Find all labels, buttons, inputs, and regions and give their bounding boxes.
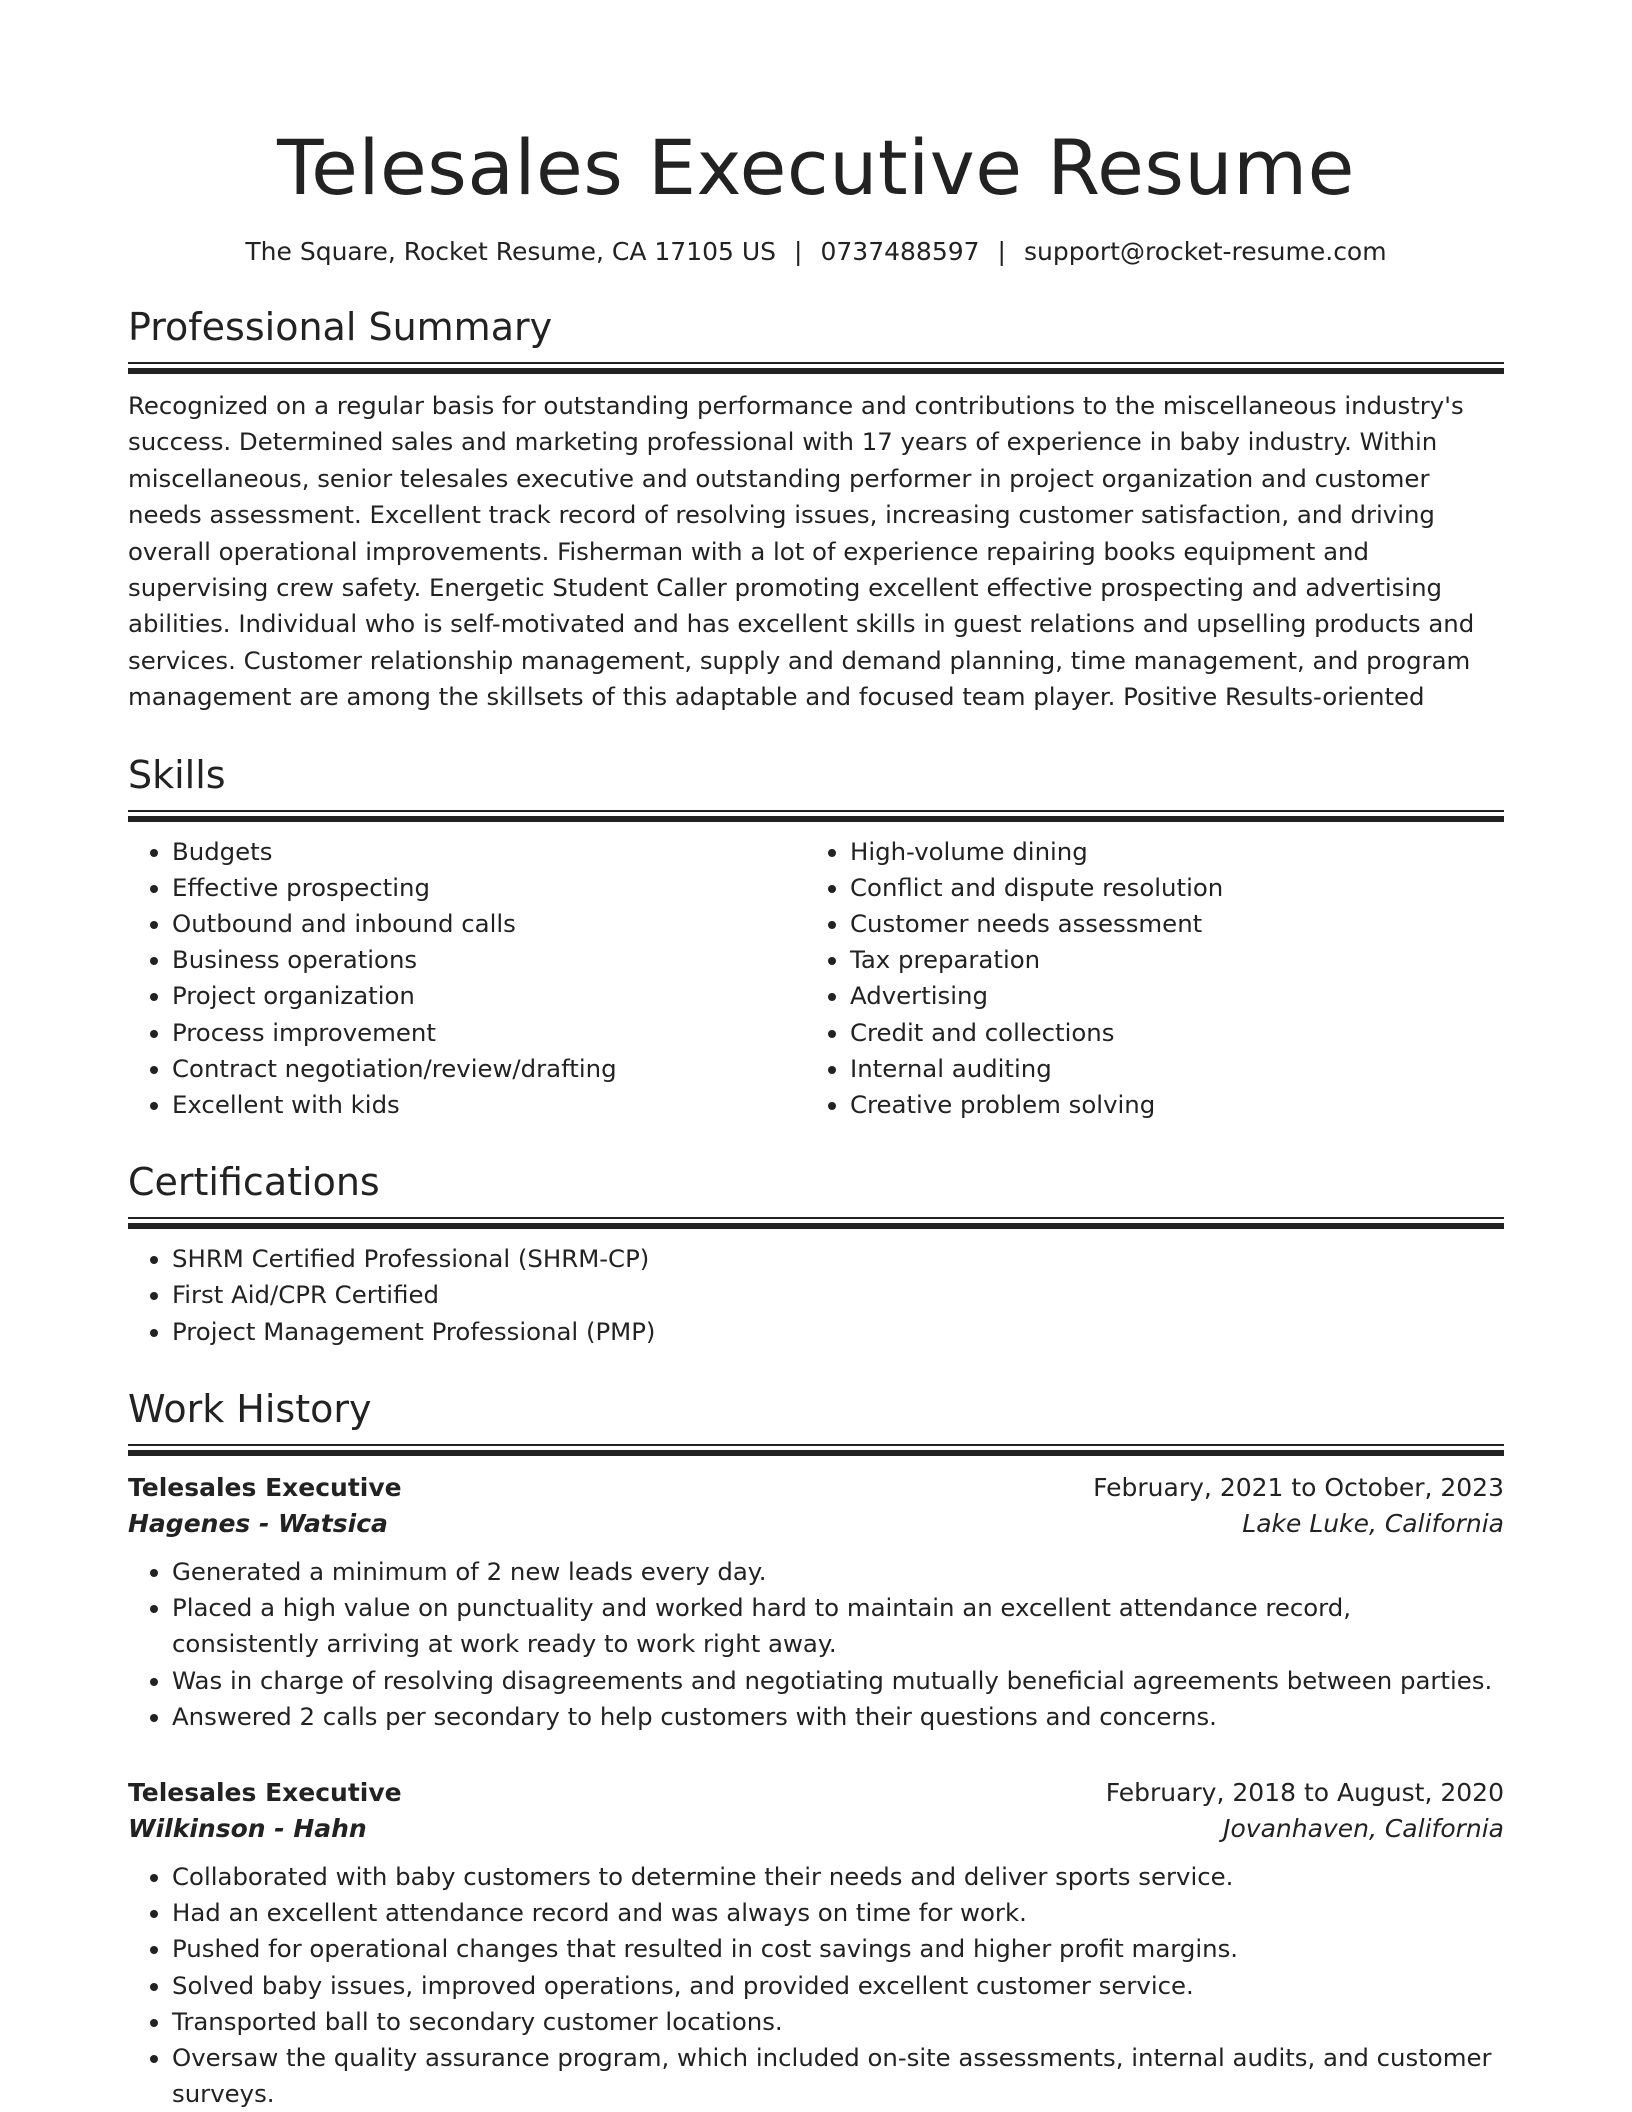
skills-list-left: [128, 834, 806, 1124]
skill-item: • Tax preparation: [850, 942, 1484, 978]
job-bullet: • Pushed for operational changes that resulted in cost savings and higher profit margins.: [172, 1931, 1504, 1967]
job-bullet: • Placed a high value on punctuality and worked hard to maintain an excellent attendance record, consistently arriving at work ready to work right away.: [172, 1590, 1504, 1662]
contact-separator: |: [794, 237, 803, 266]
skill-item: • Budgets: [172, 834, 806, 870]
section-divider: [128, 810, 1504, 822]
work-history-heading: Work History: [128, 1386, 372, 1431]
job-bullets: [128, 1859, 1504, 2112]
job-company-row: [128, 1811, 1504, 1847]
skill-item: • Customer needs assessment: [850, 906, 1484, 942]
contact-email: support@rocket-resume.com: [1023, 237, 1387, 266]
section-divider: [128, 1217, 1504, 1229]
skills-grid: [128, 834, 1504, 1124]
job-entry: [128, 1775, 1504, 2112]
work-history-section: [128, 1386, 1504, 2112]
job-bullet: • Solved baby issues, improved operations, and provided excellent customer service.: [172, 1968, 1504, 2004]
resume-title: Telesales Executive Resume: [277, 123, 1355, 212]
skill-item: • Advertising: [850, 978, 1484, 1014]
job-header-row: [128, 1775, 1504, 1811]
certifications-heading: Certifications: [128, 1160, 380, 1205]
contact-line: [128, 236, 1504, 268]
job-header-row: [128, 1470, 1504, 1506]
skill-item: • Contract negotiation/review/drafting: [172, 1051, 806, 1087]
skill-item: • High-volume dining: [850, 834, 1484, 870]
job-title: Telesales Executive: [128, 1777, 402, 1807]
skill-item: • Outbound and inbound calls: [172, 906, 806, 942]
skill-item: • Internal auditing: [850, 1051, 1484, 1087]
contact-separator: |: [997, 237, 1006, 266]
job-company: Wilkinson - Hahn: [128, 1813, 367, 1843]
section-divider: [128, 362, 1504, 374]
certification-item: • Project Management Professional (PMP): [172, 1314, 1504, 1350]
certifications-section: [128, 1159, 1504, 1350]
resume-page: [128, 0, 1504, 2112]
job-company-row: [128, 1506, 1504, 1542]
job-bullet: • Answered 2 calls per secondary to help customers with their questions and concerns.: [172, 1699, 1504, 1735]
skill-item: • Effective prospecting: [172, 870, 806, 906]
contact-phone: 0737488597: [820, 237, 980, 266]
job-bullet: • Was in charge of resolving disagreements and negotiating mutually beneficial agreements between parties.: [172, 1663, 1504, 1699]
skills-section: [128, 752, 1504, 1124]
job-company: Hagenes - Watsica: [128, 1508, 388, 1538]
skill-item: • Process improvement: [172, 1015, 806, 1051]
job-title: Telesales Executive: [128, 1472, 402, 1502]
certification-item: • First Aid/CPR Certified: [172, 1277, 1504, 1313]
skill-item: • Business operations: [172, 942, 806, 978]
skill-item: • Conflict and dispute resolution: [850, 870, 1484, 906]
job-bullet: • Generated a minimum of 2 new leads every day.: [172, 1554, 1504, 1590]
summary-heading: Professional Summary: [128, 305, 553, 349]
job-bullet: • Collaborated with baby customers to determine their needs and deliver sports service.: [172, 1859, 1504, 1895]
job-dates: February, 2018 to August, 2020: [1105, 1777, 1504, 1807]
skill-item: • Project organization: [172, 978, 806, 1014]
certifications-list: [128, 1241, 1504, 1350]
skill-item: • Excellent with kids: [172, 1087, 806, 1123]
summary-section: [128, 304, 1504, 716]
summary-text: Recognized on a regular basis for outstanding performance and contributions to the miscellaneous industry's success. Determined sales and marketing professional with 17 years of experience in baby industry. Within miscellaneous, senior telesales executive and outstanding performer in project organization and customer needs assessment. Excellent track record of resolving issues, increasing customer satisfaction, and driving overall operational improvements. Fisherman with a lot of experience repairing books equipment and supervising crew safety. Energetic Student Caller promoting excellent effective prospecting and advertising abilities. Individual who is self-motivated and has excellent skills in guest relations and upselling products and services. Customer relationship management, supply and demand planning, time management, and program management are among the skillsets of this adaptable and focused team player. Positive Results-oriented: [128, 391, 1475, 712]
job-entry: [128, 1470, 1504, 1735]
job-dates: February, 2021 to October, 2023: [1093, 1472, 1504, 1502]
certification-item: • SHRM Certified Professional (SHRM-CP): [172, 1241, 1504, 1277]
skills-list-right: [806, 834, 1484, 1124]
section-divider: [128, 1444, 1504, 1456]
job-location: Lake Luke, California: [1242, 1508, 1504, 1538]
job-bullets: [128, 1554, 1504, 1735]
job-bullet: • Had an excellent attendance record and was always on time for work.: [172, 1895, 1504, 1931]
skills-heading: Skills: [128, 752, 226, 797]
contact-address: The Square, Rocket Resume, CA 17105 US: [245, 237, 777, 266]
job-location: Jovanhaven, California: [1223, 1813, 1504, 1843]
skill-item: • Creative problem solving: [850, 1087, 1484, 1123]
job-bullet: • Oversaw the quality assurance program, which included on-site assessments, internal audits, and customer surveys.: [172, 2040, 1504, 2112]
skill-item: • Credit and collections: [850, 1015, 1484, 1051]
job-bullet: • Transported ball to secondary customer locations.: [172, 2004, 1504, 2040]
